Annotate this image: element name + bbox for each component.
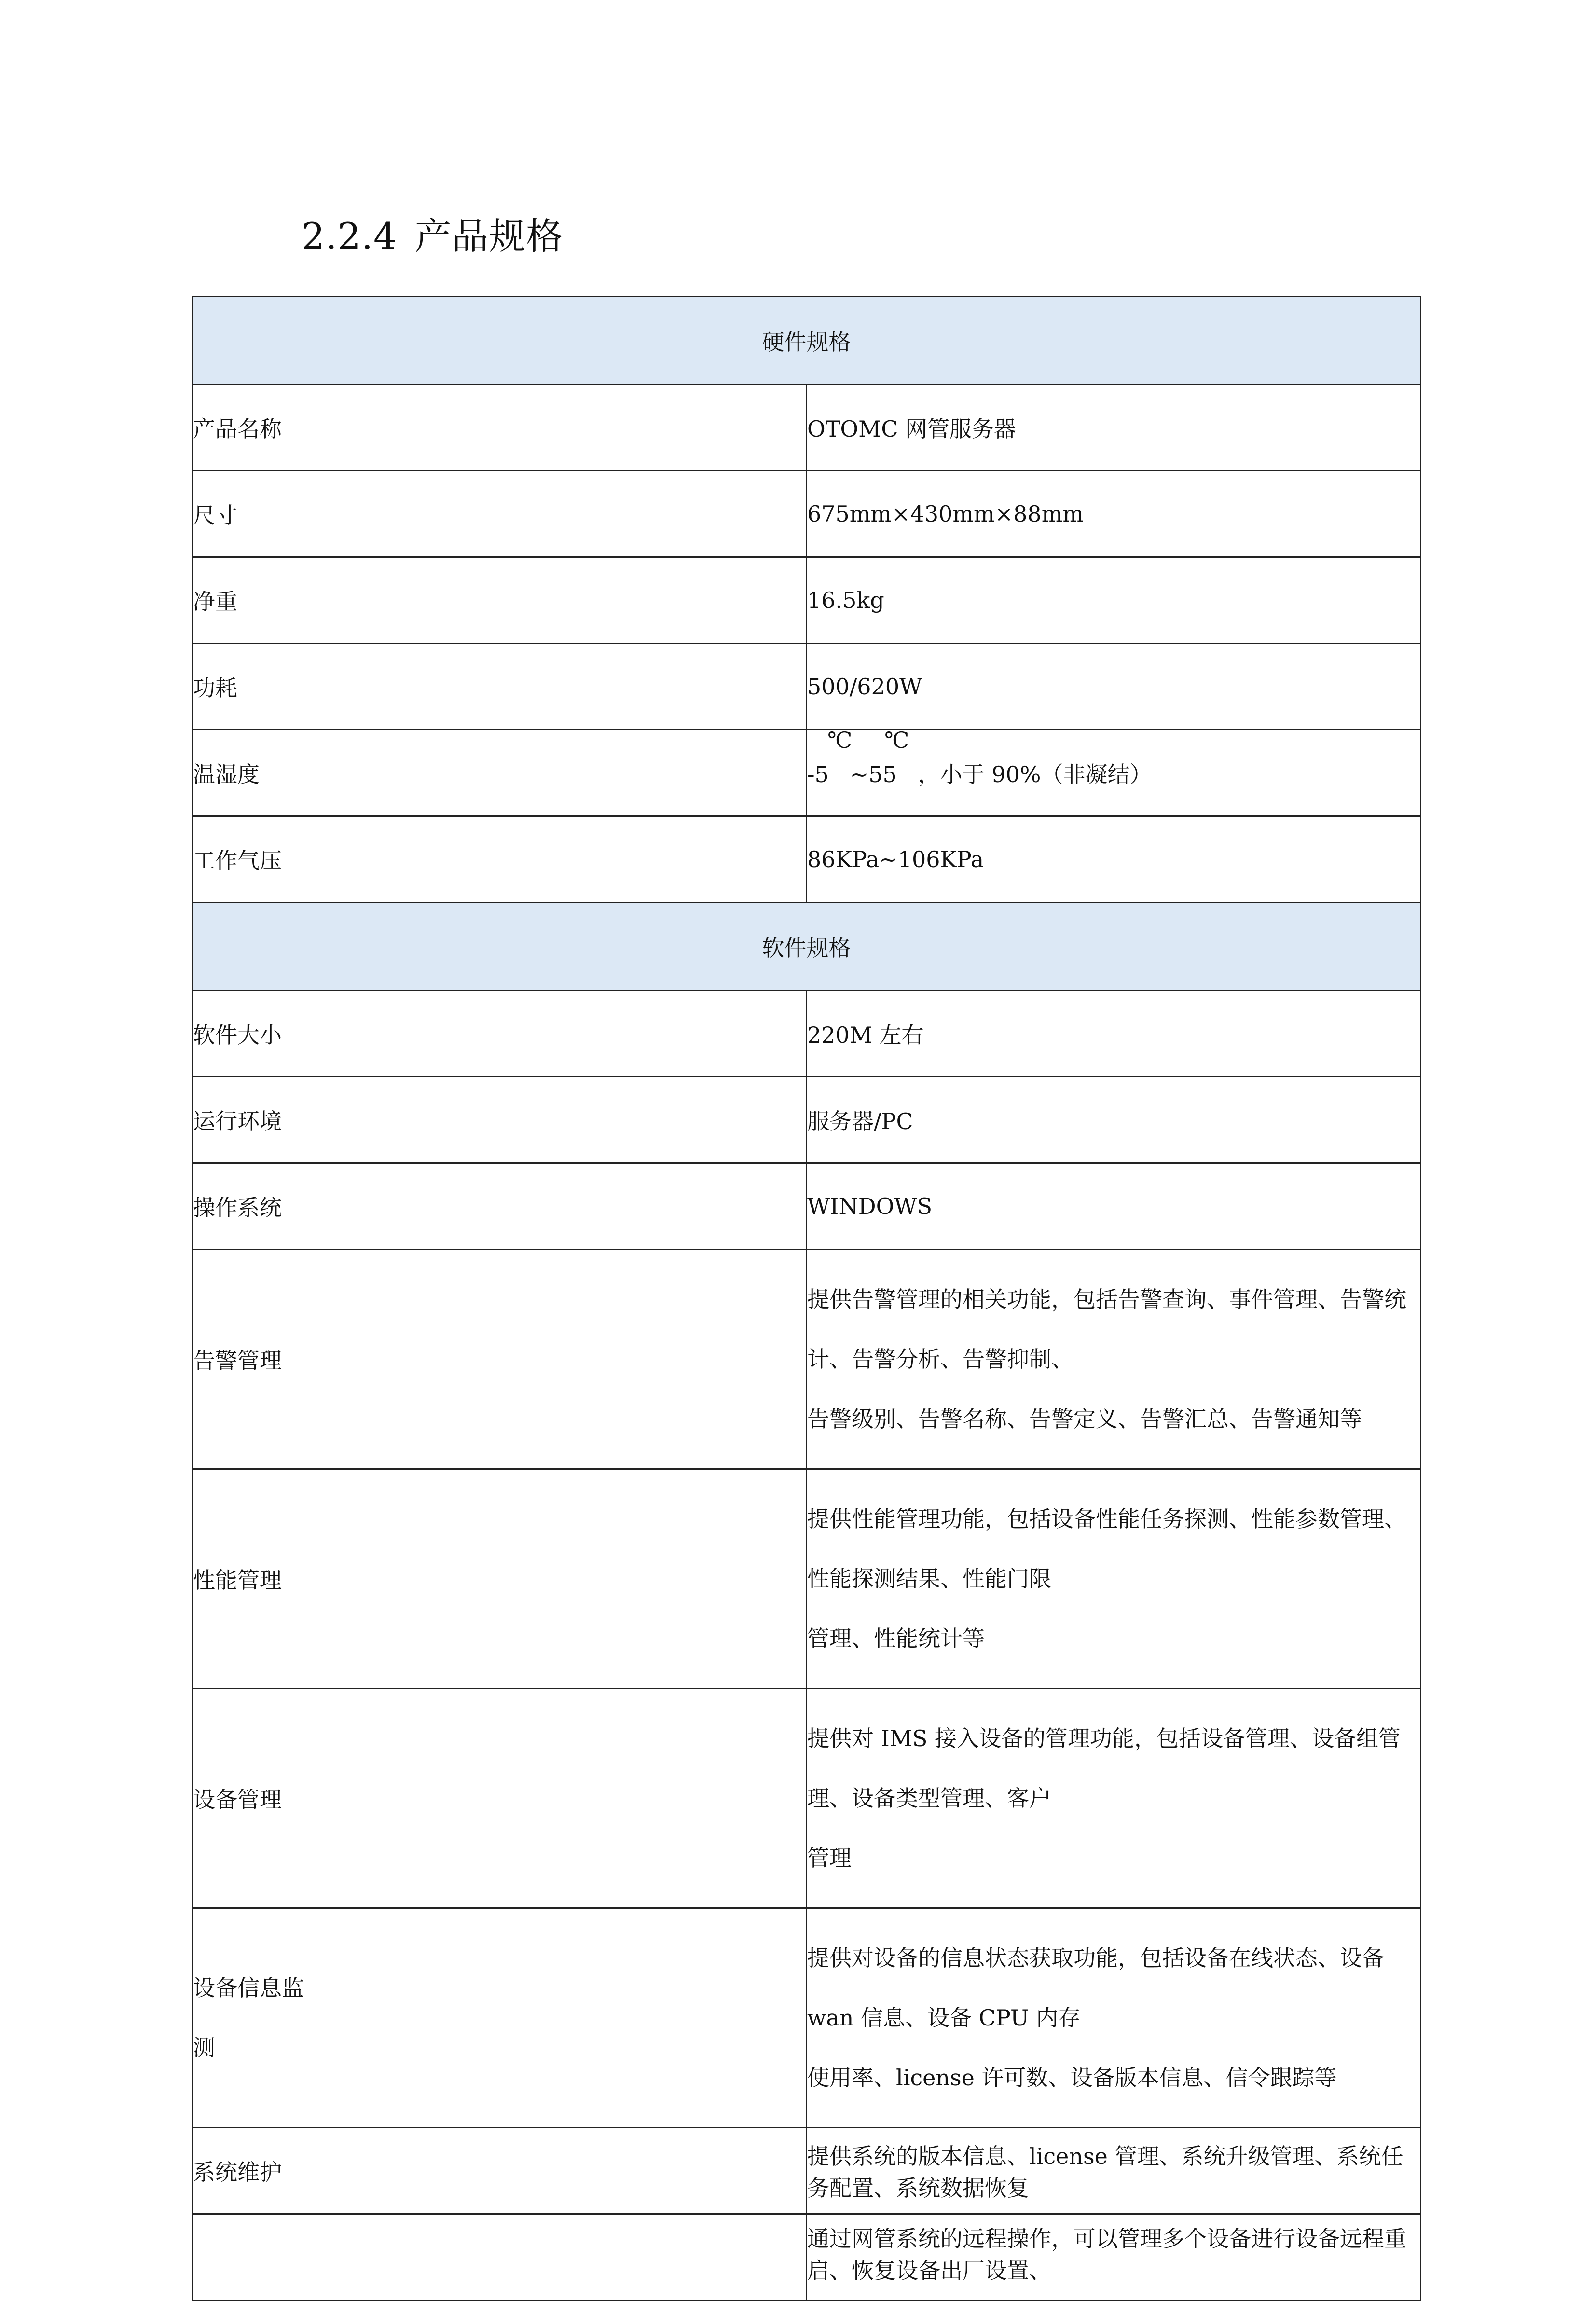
row-label: 工作气压 [193,816,807,903]
table-row [193,1250,1421,1469]
software-section-header [193,903,1421,991]
row-value [807,1908,1421,2128]
hardware-section-title: 硬件规格 [193,297,1421,385]
row-value: WINDOWS [807,1163,1421,1250]
section-heading [302,212,563,261]
value-line: 管理、性能统计等 [807,1626,985,1652]
row-value: 16.5kg [807,557,1421,644]
section-number: 2.2.4 [302,215,398,258]
table-row [193,1689,1421,1908]
software-section-title: 软件规格 [193,903,1421,991]
table-row [193,1908,1421,2128]
row-value: 675mm×430mm×88mm [807,471,1421,557]
table-row [193,471,1421,557]
row-label: 功耗 [193,644,807,730]
section-title: 产品规格 [414,215,564,258]
row-label: 性能管理 [193,1469,807,1689]
row-value: OTOMC 网管服务器 [807,385,1421,471]
row-label: 设备管理 [193,1689,807,1908]
row-label: 操作系统 [193,1163,807,1250]
table-row [193,1469,1421,1689]
label-line: 测 [193,2035,215,2061]
row-label: 温湿度 [193,730,807,816]
row-value: 86KPa~106KPa [807,816,1421,903]
row-label [193,2214,807,2301]
value-line: 提供告警管理的相关功能，包括告警查询、事件管理、告警统计、告警分析、告警抑制、 [807,1286,1406,1372]
hardware-section-header [193,297,1421,385]
row-value: 220M 左右 [807,991,1421,1077]
value-line: 提供对设备的信息状态获取功能，包括设备在线状态、设备 wan 信息、设备 CPU 内存 [807,1945,1384,2031]
row-value [807,1469,1421,1689]
table-row [193,644,1421,730]
row-label: 尺寸 [193,471,807,557]
temperature-humidity-value [807,727,1152,789]
value-line: 管理 [807,1845,852,1871]
table-row [193,991,1421,1077]
row-value [807,727,1421,816]
value-line: 使用率、license 许可数、设备版本信息、信令跟踪等 [807,2065,1337,2091]
row-value: 通过网管系统的远程操作，可以管理多个设备进行设备远程重启、恢复设备出厂设置、 [807,2214,1421,2301]
value-line: 提供性能管理功能，包括设备性能任务探测、性能参数管理、性能探测结果、性能门限 [807,1506,1406,1592]
table-row [193,557,1421,644]
value-line: 提供对 IMS 接入设备的管理功能，包括设备管理、设备组管理、设备类型管理、客户 [807,1725,1401,1811]
celsius-symbol: ℃ [884,727,909,753]
row-label: 产品名称 [193,385,807,471]
label-line: 设备信息监 [193,1975,304,2001]
row-value [807,1250,1421,1469]
row-label: 净重 [193,557,807,644]
table-row [193,2214,1421,2301]
value-line: 告警级别、告警名称、告警定义、告警汇总、告警通知等 [807,1406,1362,1432]
table-row [193,816,1421,903]
row-label: 软件大小 [193,991,807,1077]
celsius-symbol: ℃ [827,727,853,753]
table-row [193,385,1421,471]
row-value: 提供系统的版本信息、license 管理、系统升级管理、系统任务配置、系统数据恢复 [807,2128,1421,2214]
row-value: 服务器/PC [807,1077,1421,1163]
product-spec-table [192,296,1421,2301]
row-label [193,1908,807,2128]
row-label: 运行环境 [193,1077,807,1163]
table-row [193,1163,1421,1250]
row-label: 告警管理 [193,1250,807,1469]
table-row [193,1077,1421,1163]
row-value: 500/620W [807,644,1421,730]
table-row [193,2128,1421,2214]
row-value [807,1689,1421,1908]
row-label: 系统维护 [193,2128,807,2214]
table-row [193,730,1421,816]
temperature-range: -5 ~55 ，小于 90%（非凝结） [807,761,1152,787]
